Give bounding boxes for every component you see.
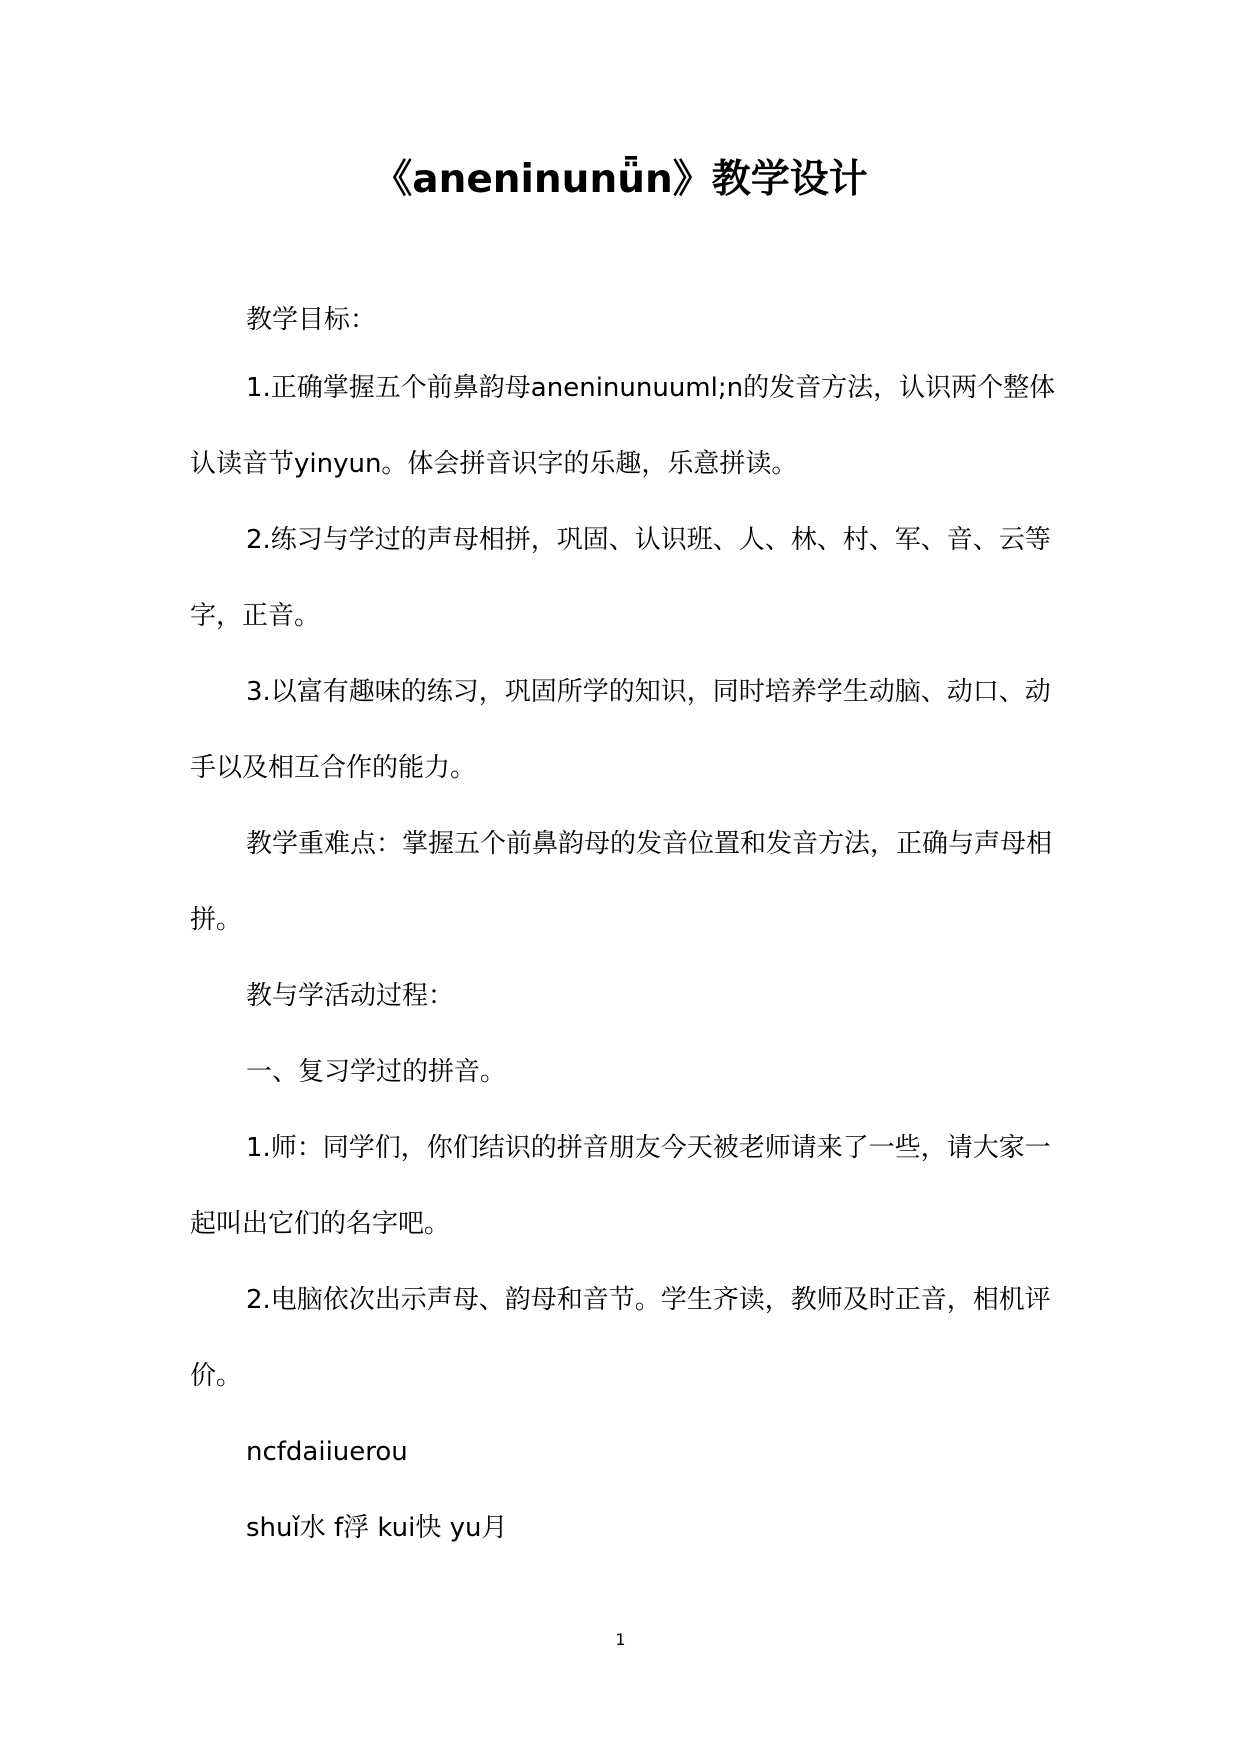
- paragraph-letters: ncfdaiiuerou: [246, 1437, 408, 1467]
- paragraph-goal-3: 3.以富有趣味的练习，巩固所学的知识，同时培养学生动脑、动口、动手以及相互合作的能力。: [190, 677, 1051, 783]
- paragraph-key-difficulties: 教学重难点：掌握五个前鼻韵母的发音位置和发音方法，正确与声母相拼。: [190, 829, 1053, 935]
- paragraph-goal-2: 2.练习与学过的声母相拼，巩固、认识班、人、林、村、军、音、云等字，正音。: [190, 525, 1051, 631]
- paragraph-syllables: shuǐ水 f浮 kui快 yu月: [246, 1513, 508, 1543]
- paragraph-activity-heading: 教与学活动过程：: [246, 981, 455, 1011]
- page-number: 1: [615, 1630, 626, 1649]
- paragraph-goal-1: 1.正确掌握五个前鼻韵母aneninunuuml;n的发音方法，认识两个整体认读音节yinyun。体会拼音识字的乐趣，乐意拼读。: [190, 373, 1056, 479]
- paragraph-review-heading: 一、复习学过的拼音。: [246, 1057, 507, 1087]
- paragraph-teaching-goals-heading: 教学目标：: [246, 305, 377, 335]
- document-title: 《aneninunǖn》教学设计: [373, 157, 868, 202]
- paragraph-review-step-1: 1.师：同学们，你们结识的拼音朋友今天被老师请来了一些，请大家一起叫出它们的名字吧。: [190, 1133, 1051, 1239]
- paragraph-review-step-2: 2.电脑依次出示声母、韵母和音节。学生齐读，教师及时正音，相机评价。: [190, 1285, 1051, 1391]
